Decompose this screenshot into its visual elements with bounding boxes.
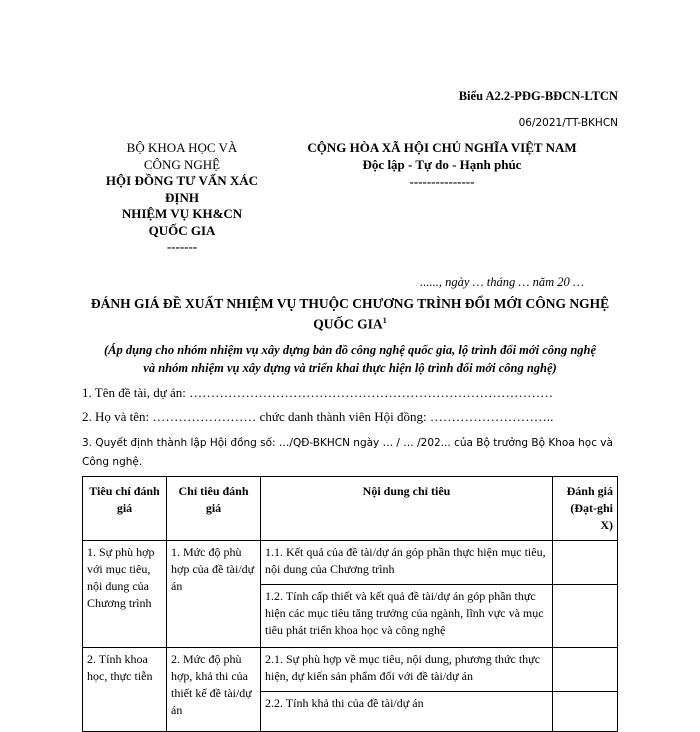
ministry-name-line-2: CÔNG NGHỆ bbox=[143, 156, 221, 172]
score-cell[interactable] bbox=[553, 541, 618, 585]
score-cell[interactable] bbox=[553, 692, 618, 732]
table-row bbox=[83, 648, 618, 692]
header-content: Nội dung chỉ tiêu bbox=[261, 477, 553, 541]
date-line: ......, ngày … tháng … năm 20 … bbox=[420, 275, 584, 289]
header-score: Đánh giá (Đạt-ghi X) bbox=[553, 477, 618, 541]
indicator-cell: 2. Mức độ phù hợp, khả thi của thiết kế đề tài/dự án bbox=[167, 648, 261, 732]
title-line-2 bbox=[78, 312, 622, 333]
subtitle-line-2: và nhóm nhiệm vụ xây dựng và triển khai thực hiện lộ trình đổi mới công nghệ) bbox=[143, 361, 557, 375]
ministry-header bbox=[82, 140, 282, 256]
left-header-divider: ------- bbox=[166, 239, 198, 254]
form-code: Biểu A2.2-PĐG-BĐCN-LTCN bbox=[458, 89, 618, 103]
circular-reference: 06/2021/TT-BKHCN bbox=[518, 117, 618, 129]
document-subtitle bbox=[78, 341, 622, 377]
project-name-field: 1. Tên đề tài, dự án: ………………………………………………………………………… bbox=[82, 385, 554, 400]
table-header-row bbox=[83, 477, 618, 541]
council-name-line-1: HỘI ĐỒNG TƯ VẤN XÁC bbox=[105, 173, 259, 188]
council-name-line-2: ĐỊNH bbox=[165, 189, 199, 205]
score-cell[interactable] bbox=[553, 585, 618, 648]
decision-field: 3. Quyết định thành lập Hội đồng số: …/QĐ-BKHCN ngày … / … /202... của Bộ trưởng Bộ Khoa học và Công nghệ. bbox=[82, 437, 613, 468]
table-row bbox=[83, 541, 618, 585]
member-name-field: 2. Họ và tên: …………………… chức danh thành viên Hội đồng: ……………………….. bbox=[82, 409, 554, 424]
council-name-line-4: QUỐC GIA bbox=[148, 222, 216, 238]
national-header bbox=[272, 139, 612, 190]
score-cell[interactable] bbox=[553, 648, 618, 692]
content-cell: 2.2. Tính khả thi của đề tài/dự án bbox=[261, 692, 553, 732]
content-cell: 1.2. Tính cấp thiết và kết quả đề tài/dự án góp phần thực hiện các mục tiêu tăng trưởng của ngành, lĩnh vực và mục tiêu phát triển khoa học và công nghệ bbox=[261, 585, 553, 648]
council-name-line-3: NHIỆM VỤ KH&CN bbox=[121, 206, 243, 221]
ministry-name-line-1: BỘ KHOA HỌC VÀ bbox=[126, 140, 238, 155]
content-cell: 1.1. Kết quả của đề tài/dự án góp phần thực hiện mục tiêu, nội dung của Chương trình bbox=[261, 541, 553, 585]
header-criterion: Tiêu chí đánh giá bbox=[83, 477, 167, 541]
title-line-2-text: QUỐC GIA bbox=[313, 316, 383, 332]
national-title: CỘNG HÒA XÃ HỘI CHỦ NGHĨA VIỆT NAM bbox=[307, 140, 577, 155]
evaluation-table bbox=[82, 476, 618, 732]
header-indicator: Chỉ tiêu đánh giá bbox=[167, 477, 261, 541]
document-title bbox=[78, 295, 622, 333]
subtitle-line-1: (Áp dụng cho nhóm nhiệm vụ xây dựng bản đồ công nghệ quốc gia, lộ trình đổi mới công nghệ bbox=[103, 343, 597, 357]
indicator-cell: 1. Mức độ phù hợp của đề tài/dự án bbox=[167, 541, 261, 648]
national-motto: Độc lập - Tự do - Hạnh phúc bbox=[362, 157, 522, 172]
criterion-cell: 2. Tính khoa học, thực tiễn bbox=[83, 648, 167, 732]
national-header-divider: --------------- bbox=[409, 174, 475, 189]
content-cell: 2.1. Sự phù hợp về mục tiêu, nội dung, phương thức thực hiện, dự kiến sản phẩm đối với đề tài/dự án bbox=[261, 648, 553, 692]
footnote-marker[interactable]: 1 bbox=[382, 316, 387, 325]
criterion-cell: 1. Sự phù hợp với mục tiêu, nội dung của Chương trình bbox=[83, 541, 167, 648]
title-line-1: ĐÁNH GIÁ ĐỀ XUẤT NHIỆM VỤ THUỘC CHƯƠNG TRÌNH ĐỔI MỚI CÔNG NGHỆ bbox=[90, 296, 610, 311]
